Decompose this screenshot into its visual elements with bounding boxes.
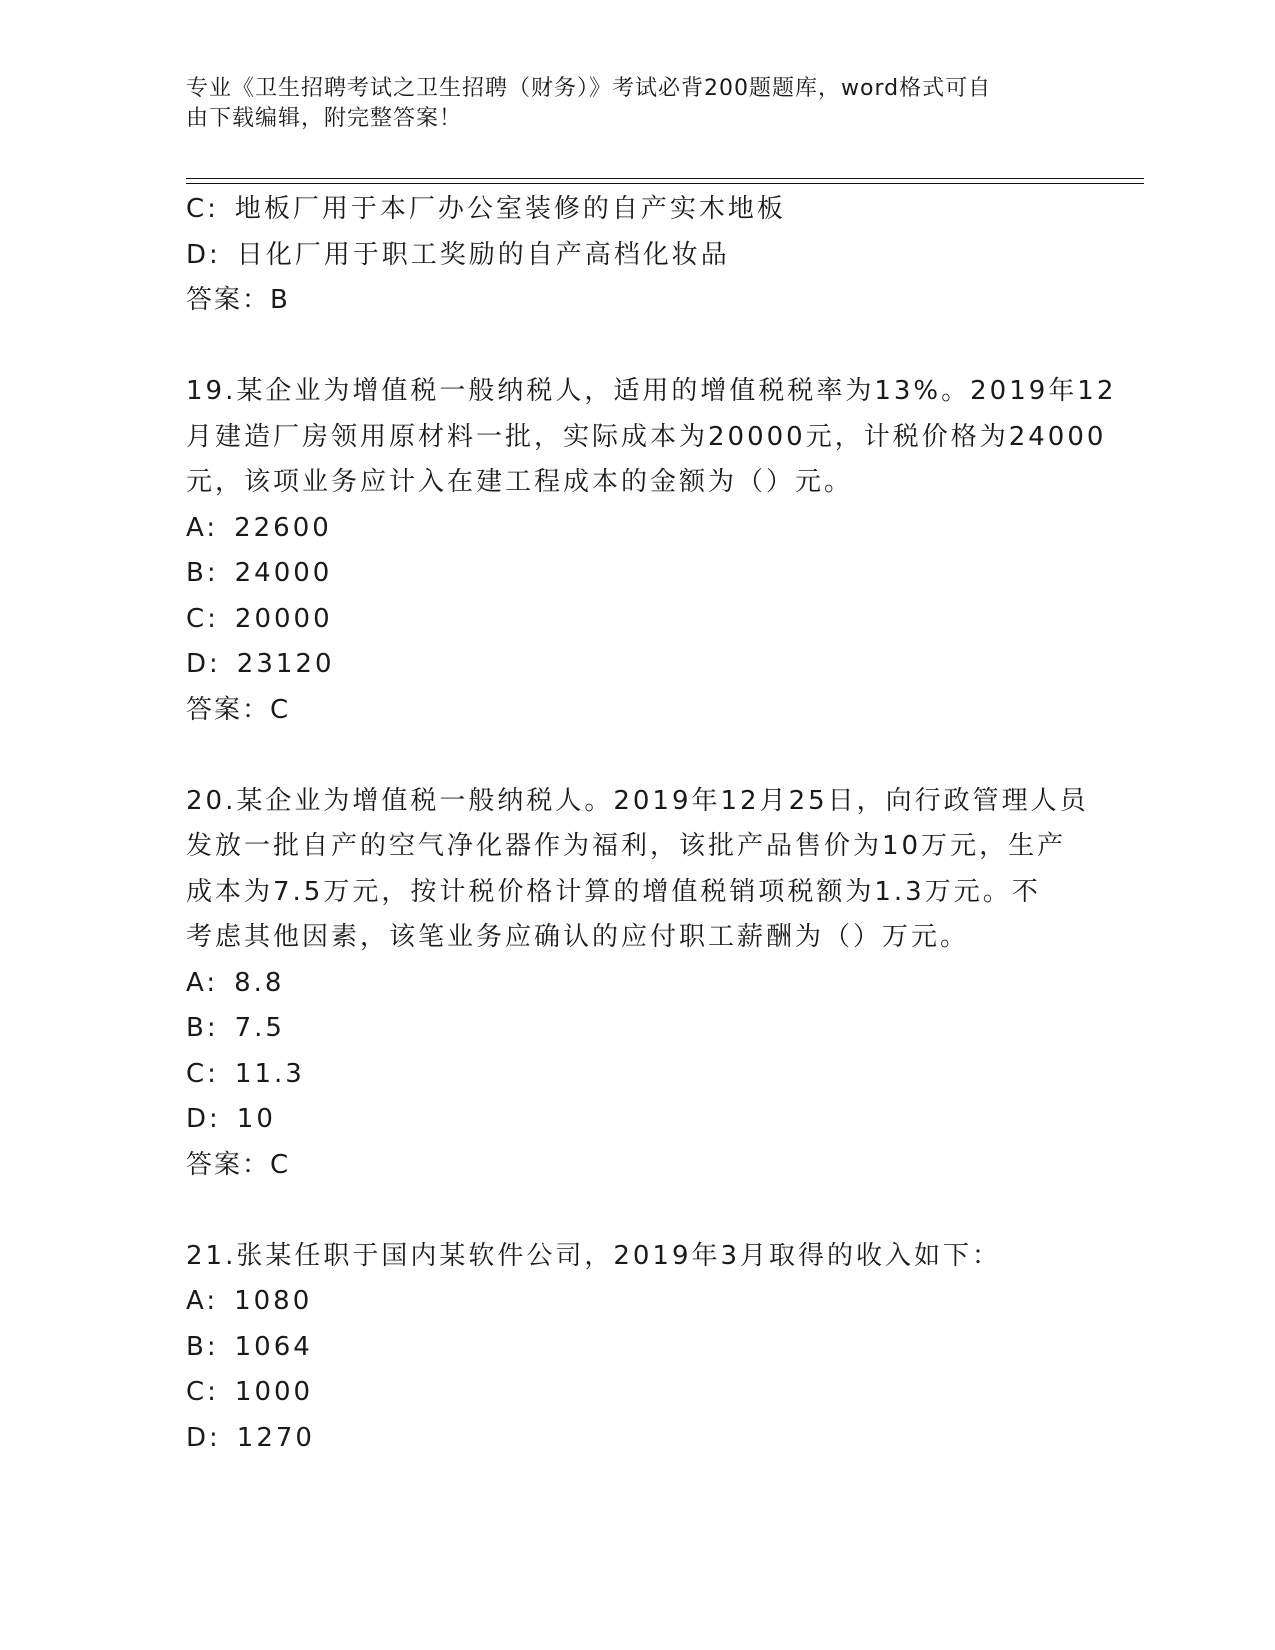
option-b <box>186 1006 1086 1052</box>
option-text: 1080 <box>234 1286 313 1316</box>
option-text: 24000 <box>234 558 333 588</box>
option-key: C: <box>186 1058 219 1089</box>
option-d <box>186 1097 1086 1143</box>
option-c <box>186 187 1086 233</box>
header-divider-bottom <box>186 183 1144 184</box>
answer-label: 答案： <box>186 1149 271 1180</box>
question-stem-line: 成本为7.5万元，按计税价格计算的增值税销项税额为1.3万元。不 <box>186 876 1041 907</box>
option-text: 1000 <box>234 1377 314 1407</box>
option-a <box>186 506 1086 552</box>
option-key: B: <box>186 1331 219 1362</box>
option-text: 日化厂用于职工奖励的自产高档化妆品 <box>236 239 730 270</box>
header-line-1: 专业《卫生招聘考试之卫生招聘（财务）》考试必背200题题库，word格式可自 <box>186 76 992 101</box>
answer-line <box>186 1143 1086 1189</box>
answer-label: 答案： <box>186 285 271 315</box>
answer-value: C <box>270 694 291 725</box>
option-key: A: <box>186 1286 219 1316</box>
option-text: 7.5 <box>234 1013 285 1043</box>
question-stem-line: 元，该项业务应计入在建工程成本的金额为（）元。 <box>186 467 854 497</box>
option-text: 1064 <box>234 1331 313 1362</box>
answer-value: B <box>270 285 290 315</box>
option-key: B: <box>186 558 219 588</box>
option-text: 20000 <box>234 603 333 634</box>
option-key: C: <box>186 1377 219 1407</box>
answer-label: 答案： <box>186 694 271 725</box>
answer-line <box>186 688 1086 734</box>
option-a <box>186 961 1086 1007</box>
answer-line <box>186 278 1086 324</box>
option-c <box>186 1052 1086 1098</box>
option-d <box>186 1416 1086 1462</box>
option-key: A: <box>186 967 219 998</box>
option-text: 1270 <box>236 1422 315 1453</box>
option-b <box>186 551 1086 597</box>
question-20 <box>186 779 1089 1189</box>
option-key: D: <box>186 239 221 270</box>
option-key: D: <box>186 1104 221 1134</box>
question-stem-line: 20.某企业为增值税一般纳税人。2019年12月25日，向行政管理人员 <box>186 785 1089 816</box>
option-key: A: <box>186 512 219 543</box>
option-text: 22600 <box>234 512 332 543</box>
question-stem-line: 发放一批自产的空气净化器作为福利，该批产品售价为10万元，生产 <box>186 831 1067 861</box>
question-21 <box>186 1234 1086 1462</box>
option-c <box>186 597 1086 643</box>
question-stem-line: 考虑其他因素，该笔业务应确认的应付职工薪酬为（）万元。 <box>186 922 970 952</box>
option-key: B: <box>186 1013 219 1043</box>
option-text: 10 <box>236 1104 276 1134</box>
option-text: 8.8 <box>234 967 285 998</box>
header-line-2: 由下载编辑，附完整答案！ <box>186 106 463 131</box>
previous-question <box>186 187 1086 324</box>
option-key: D: <box>186 649 221 679</box>
option-key: C: <box>186 194 219 224</box>
document-body <box>186 187 1117 1461</box>
option-key: D: <box>186 1422 221 1453</box>
question-19 <box>186 369 1117 733</box>
option-d <box>186 233 1086 279</box>
question-stem-line: 19.某企业为增值税一般纳税人，适用的增值税税率为13%。2019年12 <box>186 376 1117 406</box>
question-stem-line: 21.张某任职于国内某软件公司，2019年3月取得的收入如下： <box>186 1240 1002 1271</box>
option-text: 23120 <box>236 649 335 679</box>
option-text: 11.3 <box>234 1058 305 1089</box>
option-key: C: <box>186 603 219 634</box>
header-divider-top <box>186 178 1144 179</box>
option-text: 地板厂用于本厂办公室装修的自产实木地板 <box>234 194 786 224</box>
option-a <box>186 1279 1086 1325</box>
option-c <box>186 1370 1086 1416</box>
question-stem-line: 月建造厂房领用原材料一批，实际成本为20000元，计税价格为24000 <box>186 421 1107 452</box>
option-d <box>186 642 1086 688</box>
document-header <box>186 74 1066 134</box>
option-b <box>186 1325 1086 1371</box>
answer-value: C <box>270 1149 291 1180</box>
